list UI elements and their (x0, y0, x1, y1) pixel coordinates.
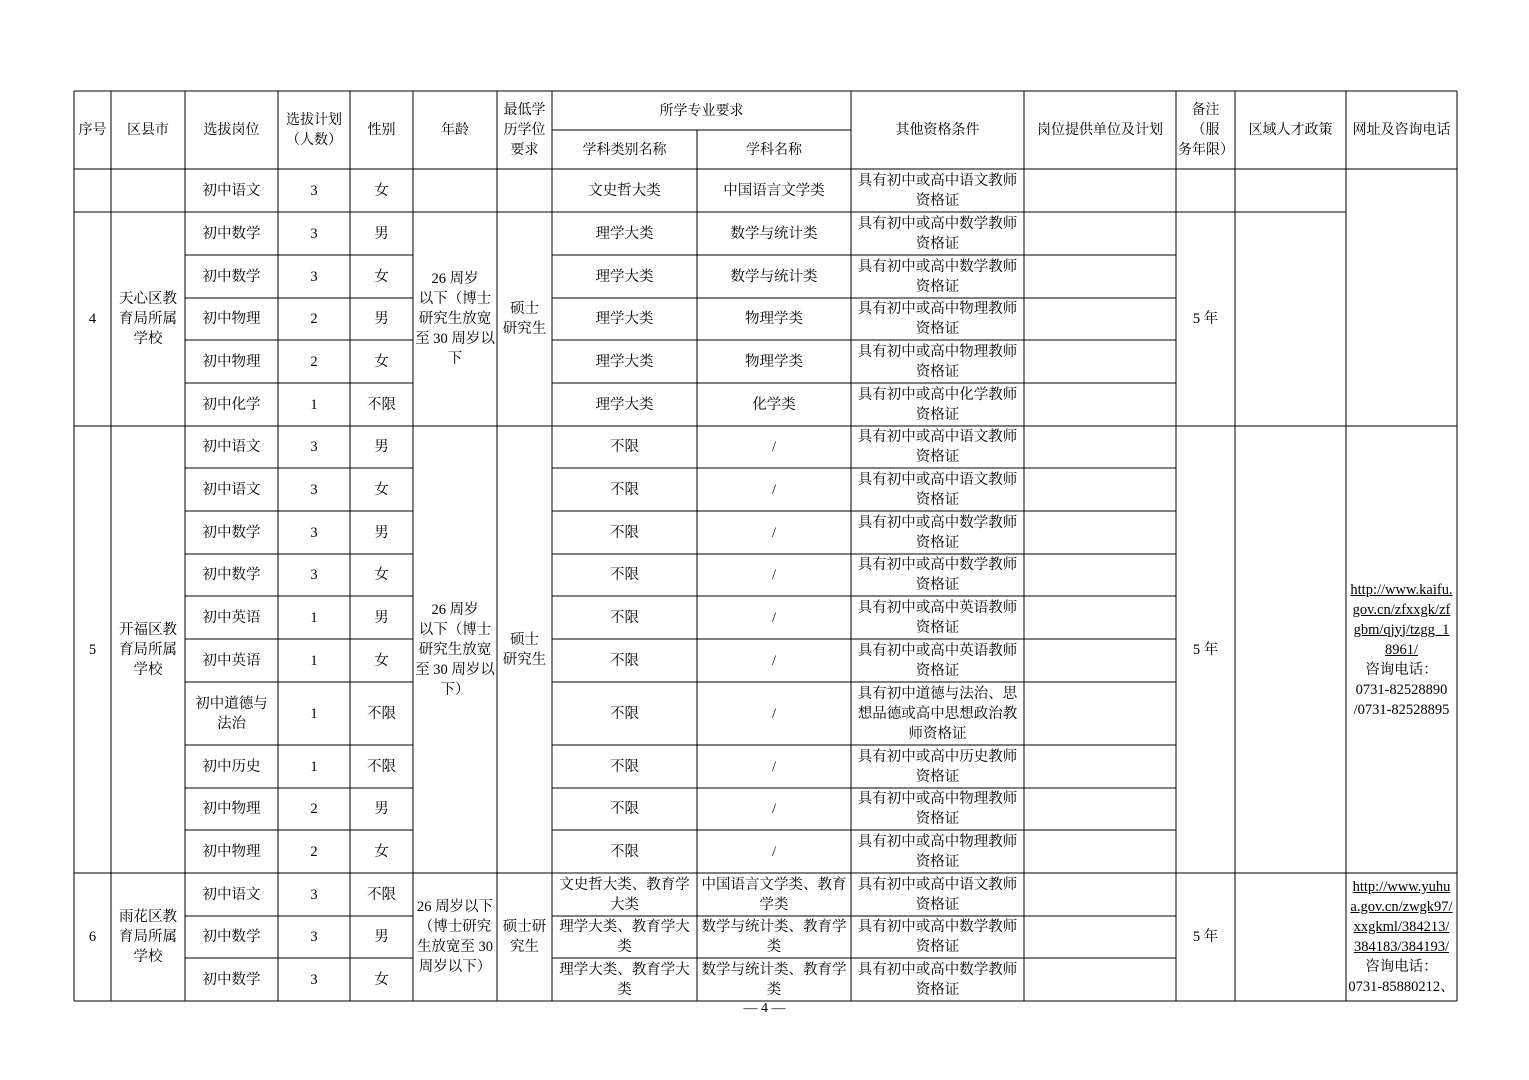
row-gender: 男 (374, 609, 389, 626)
row-plan: 3 (310, 225, 318, 242)
row-other-condition: 具有初中或高中数学教师 资格证 (857, 919, 1018, 955)
row-major-name: / (771, 609, 777, 626)
group-county: 雨花区教 育局所属 学校 (119, 909, 177, 965)
row-plan: 3 (310, 971, 318, 988)
header-unit: 岗位提供单位及计划 (1037, 122, 1163, 138)
header-major-category: 学科类别名称 (582, 141, 667, 158)
row-major-name: 数学与统计类 (730, 268, 818, 285)
row-major-category: 不限 (610, 609, 639, 626)
group-county: 天心区教 育局所属 学校 (119, 291, 177, 347)
contact-url-link[interactable]: http://www.yuhu a.gov.cn/zwgk97/ xxgkml/384213/ 384183/384193/ (1350, 879, 1453, 955)
row-gender: 不限 (367, 886, 396, 903)
row-major-name: 物理学类 (745, 353, 803, 370)
row-post: 初中语文 (202, 481, 261, 498)
row-post: 初中数学 (202, 971, 261, 988)
header-major-name: 学科名称 (746, 141, 802, 158)
group-remark: 5 年 (1192, 311, 1219, 327)
group-remark: 5 年 (1192, 641, 1219, 658)
row-other-condition: 具有初中或高中语文教师 资格证 (857, 876, 1018, 913)
row-other-condition: 具有初中或高中物理教师 资格证 (857, 343, 1018, 380)
contact-url-link[interactable]: http://www.kaifu. gov.cn/zfxxgk/zf gbm/qjyj/tzgg_1 8961/ (1350, 581, 1453, 658)
row-major-category: 不限 (610, 481, 639, 498)
row-post: 初中数学 (202, 225, 261, 242)
row-gender: 女 (374, 843, 389, 860)
row-major-category: 不限 (610, 652, 639, 669)
row-major-category: 理学大类 (595, 225, 654, 242)
row-major-category: 理学大类 (595, 353, 654, 370)
header-no: 序号 (78, 122, 107, 138)
row-major-name: 中国语言文学类 (723, 182, 825, 199)
group-degree: 硕士 研究生 (502, 301, 547, 337)
row-major-name: 数学与统计类 (730, 225, 818, 242)
row-post: 初中化学 (202, 396, 261, 413)
row-major-name: / (771, 758, 777, 775)
row-plan: 1 (310, 652, 318, 669)
row-major-category: 文史哲大类 (588, 182, 661, 199)
header-plan: 选拔计划 （人数） (286, 112, 342, 148)
row-gender: 男 (374, 439, 389, 455)
row-plan: 1 (310, 396, 318, 413)
contact-phone: 咨询电话： 0731-85880212、 (1348, 959, 1455, 995)
row-post: 初中语文 (202, 182, 261, 199)
row-major-category: 不限 (610, 843, 639, 860)
row-gender: 女 (374, 971, 389, 988)
row-plan: 3 (310, 268, 318, 285)
row-plan: 2 (310, 801, 318, 817)
row-other-condition: 具有初中或高中数学教师 资格证 (857, 215, 1018, 252)
row-major-name: 数学与统计类、教育学 类 (701, 919, 847, 955)
row-major-name: / (771, 481, 777, 498)
row-major-category: 不限 (610, 524, 639, 541)
row-major-name: / (771, 439, 777, 455)
row-other-condition: 具有初中或高中英语教师 资格证 (857, 599, 1018, 636)
row-post: 初中物理 (202, 843, 261, 860)
contact-phone: 咨询电话： 0731-82528890 /0731-82528895 (1353, 661, 1450, 718)
row-major-name: 中国语言文学类、教育 学类 (701, 876, 847, 913)
row-plan: 1 (310, 705, 318, 722)
row-major-category: 文史哲大类、教育学 大类 (559, 876, 690, 913)
row-post: 初中数学 (202, 524, 261, 541)
row-post: 初中道德与 法治 (195, 695, 268, 732)
row-major-category: 理学大类 (595, 268, 654, 285)
group-degree: 硕士 研究生 (502, 631, 547, 668)
row-major-category: 不限 (610, 705, 639, 722)
row-major-name: / (771, 843, 777, 860)
row-post: 初中英语 (202, 609, 261, 626)
header-county: 区县市 (127, 122, 169, 138)
row-other-condition: 具有初中或高中物理教师 资格证 (857, 833, 1018, 870)
row-post: 初中物理 (202, 801, 261, 817)
row-major-name: / (771, 801, 777, 817)
group-no: 6 (88, 929, 97, 945)
row-major-category: 不限 (610, 439, 639, 455)
row-major-category: 不限 (610, 567, 639, 583)
row-major-category: 理学大类 (595, 396, 654, 413)
row-other-condition: 具有初中或高中数学教师 资格证 (857, 514, 1018, 551)
row-major-category: 理学大类 (595, 311, 654, 327)
row-plan: 1 (310, 609, 318, 626)
row-post: 初中历史 (202, 758, 261, 775)
row-plan: 3 (310, 886, 318, 903)
row-gender: 男 (374, 801, 389, 817)
row-other-condition: 具有初中或高中数学教师 资格证 (857, 961, 1018, 998)
row-major-category: 理学大类、教育学大 类 (559, 961, 690, 998)
header-contact: 网址及咨询电话 (1352, 122, 1451, 138)
group-no: 4 (88, 311, 97, 327)
group-remark: 5 年 (1192, 929, 1219, 945)
row-other-condition: 具有初中或高中语文教师 资格证 (857, 471, 1018, 508)
group-age: 26 周岁 以下（博士 研究生放宽 至 30 周岁以 下 (415, 271, 495, 367)
row-gender: 不限 (367, 396, 396, 413)
row-major-category: 不限 (610, 758, 639, 775)
row-gender: 女 (374, 481, 389, 498)
row-gender: 女 (374, 353, 389, 370)
header-policy: 区域人才政策 (1248, 122, 1333, 138)
header-major-group: 所学专业要求 (659, 102, 744, 119)
header-post: 选拔岗位 (203, 122, 260, 138)
page-number: — 4 — (743, 1001, 786, 1016)
row-other-condition: 具有初中或高中物理教师 资格证 (857, 301, 1018, 337)
row-gender: 不限 (367, 758, 396, 775)
row-gender: 男 (374, 929, 389, 945)
row-major-category: 不限 (610, 801, 639, 817)
group-degree: 硕士研 究生 (502, 919, 547, 955)
header-other: 其他资格条件 (895, 122, 980, 138)
header-age: 年龄 (441, 122, 469, 138)
row-major-name: 数学与统计类、教育学 类 (701, 961, 847, 998)
row-plan: 3 (310, 481, 318, 498)
row-other-condition: 具有初中或高中英语教师 资格证 (857, 642, 1018, 679)
row-plan: 2 (310, 843, 318, 860)
row-post: 初中数学 (202, 268, 261, 285)
header-gender: 性别 (367, 122, 396, 138)
header-degree: 最低学 历学位 要求 (503, 102, 546, 158)
row-other-condition: 具有初中或高中数学教师 资格证 (857, 258, 1018, 295)
row-post: 初中语文 (202, 439, 261, 455)
row-plan: 3 (310, 929, 318, 945)
row-plan: 3 (310, 524, 318, 541)
row-major-name: 化学类 (752, 396, 796, 413)
row-other-condition: 具有初中或高中历史教师 资格证 (857, 748, 1018, 785)
group-no: 5 (88, 641, 97, 658)
group-contact (1346, 426, 1457, 873)
group-age: 26 周岁 以下（博士 研究生放宽 至 30 周岁以 下） (415, 601, 495, 698)
row-plan: 3 (310, 439, 318, 455)
row-post: 初中物理 (202, 311, 261, 327)
group-contact (1346, 169, 1457, 426)
row-gender: 男 (374, 225, 389, 242)
row-other-condition: 具有初中道德与法治、思 想品德或高中思想政治教 师资格证 (857, 685, 1018, 742)
group-age: 26 周岁以下 （博士研究 生放宽至 30 周岁以下） (416, 899, 494, 975)
row-post: 初中数学 (202, 567, 261, 583)
row-major-name: / (771, 705, 777, 722)
row-post: 初中物理 (202, 353, 261, 370)
row-plan: 3 (310, 567, 318, 583)
row-gender: 男 (374, 311, 389, 327)
row-gender: 女 (374, 268, 389, 285)
row-plan: 2 (310, 353, 318, 370)
row-plan: 1 (310, 758, 318, 775)
row-gender: 女 (374, 182, 389, 199)
row-major-category: 理学大类、教育学大 类 (559, 919, 690, 955)
row-gender: 不限 (367, 705, 396, 722)
row-gender: 女 (374, 652, 389, 669)
row-major-name: / (771, 524, 777, 541)
header-remark: 备注（服 务年限） (1178, 102, 1234, 158)
row-gender: 男 (374, 524, 389, 541)
group-county: 开福区教 育局所属 学校 (119, 621, 177, 678)
row-gender: 女 (374, 567, 389, 583)
row-other-condition: 具有初中或高中物理教师 资格证 (857, 791, 1018, 827)
group-contact (1346, 873, 1457, 1001)
row-other-condition: 具有初中或高中数学教师 资格证 (857, 557, 1018, 593)
row-major-name: / (771, 652, 777, 669)
row-plan: 3 (310, 182, 318, 199)
row-plan: 2 (310, 311, 318, 327)
row-other-condition: 具有初中或高中语文教师 资格证 (857, 172, 1018, 209)
row-other-condition: 具有初中或高中化学教师 资格证 (857, 386, 1018, 423)
row-post: 初中数学 (202, 929, 261, 945)
row-post: 初中英语 (202, 652, 261, 669)
row-major-name: 物理学类 (745, 311, 803, 327)
row-other-condition: 具有初中或高中语文教师 资格证 (857, 429, 1018, 465)
row-major-name: / (771, 567, 777, 583)
row-post: 初中语文 (202, 886, 261, 903)
